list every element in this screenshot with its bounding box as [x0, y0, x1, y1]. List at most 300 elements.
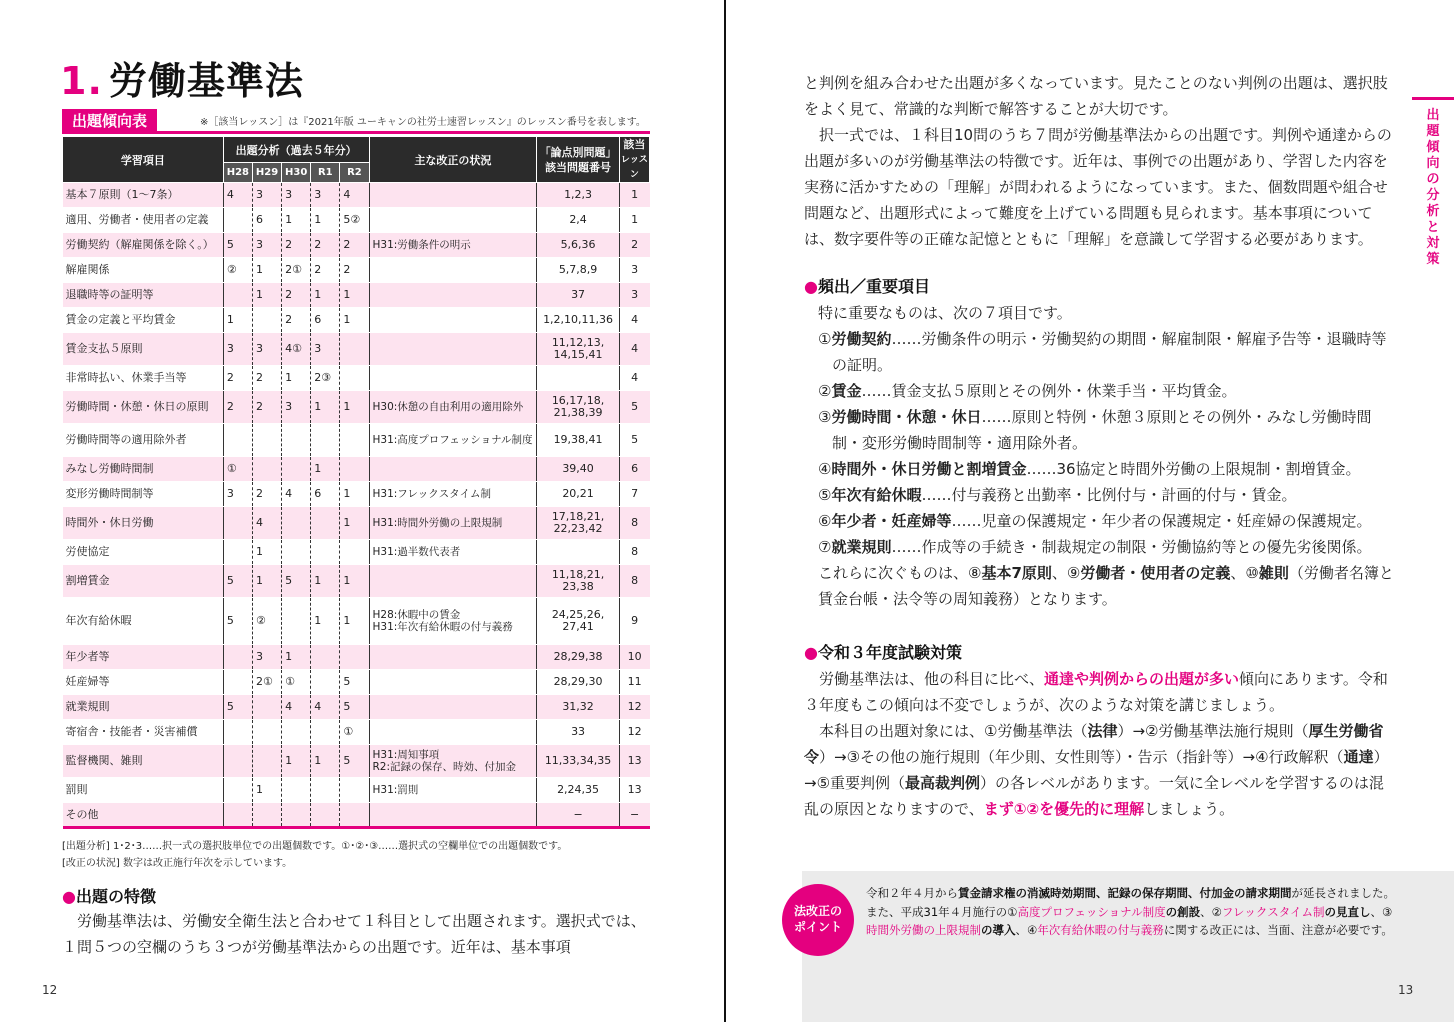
cell-revision	[369, 457, 537, 482]
cell-revision	[369, 670, 537, 695]
th-year: R2	[340, 163, 369, 183]
cell-year	[282, 540, 311, 565]
cell-question-no: 31,32	[537, 695, 619, 720]
cell-revision: H31:労働条件の明示	[369, 233, 537, 258]
measure-text: ）→②労働基準法施行規則（	[1117, 722, 1309, 740]
cell-year: 2①	[282, 258, 311, 283]
cell-year: 3	[223, 482, 252, 507]
cell-lesson: 6	[619, 457, 649, 482]
cell-year: 1	[282, 645, 311, 670]
cell-year: 5	[223, 565, 252, 598]
cell-year: 1	[311, 208, 340, 233]
cell-lesson: 4	[619, 333, 649, 366]
side-tab-text	[1412, 108, 1454, 268]
law-highlight: 時間外労働の上限規制	[866, 923, 981, 937]
trend-label: 出題傾向表	[62, 109, 157, 133]
cell-revision	[369, 283, 537, 308]
table-row	[63, 233, 650, 258]
important-item	[818, 326, 1394, 378]
trend-table	[62, 136, 650, 829]
measure-bold: 通達	[1343, 748, 1374, 766]
law-text: 、③	[1370, 904, 1393, 919]
th-year: H28	[223, 163, 252, 183]
cell-year	[252, 745, 281, 778]
cell-year: ①	[340, 720, 369, 745]
table-row	[63, 424, 650, 457]
cell-year: ①	[223, 457, 252, 482]
cell-year: 2	[252, 366, 281, 391]
cell-year	[311, 645, 340, 670]
bullet-dot-icon: ●	[804, 643, 818, 662]
cell-lesson: 8	[619, 540, 649, 565]
th-item: 学習項目	[63, 137, 224, 183]
cell-revision: H31:周知事項 R2:記録の保存、時効、付加金	[369, 745, 537, 778]
important-item-title: 時間外・休日労働と割増賃金	[831, 460, 1027, 478]
law-text: 令和２年４月から	[866, 886, 958, 900]
cell-year	[223, 670, 252, 695]
chapter-title	[60, 50, 304, 105]
cell-year	[282, 720, 311, 745]
next-text: 、⑩	[1230, 564, 1259, 582]
cell-year	[282, 778, 311, 803]
th-revision: 主な改正の状況	[369, 137, 537, 183]
cell-question-no: 11,18,21, 23,38	[537, 565, 619, 598]
cell-item: 監督機関、雑則	[63, 745, 224, 778]
cell-year	[223, 778, 252, 803]
cell-year: 2	[311, 233, 340, 258]
next-bold: 雑則	[1258, 564, 1289, 582]
table-row	[63, 720, 650, 745]
cell-lesson: 5	[619, 391, 649, 424]
cell-question-no: 33	[537, 720, 619, 745]
feature-paragraph	[62, 908, 654, 960]
cell-year: 4	[223, 183, 252, 208]
law-bold: 賃金請求権の消滅時効期間、記録の保存期間、付加金の請求期間	[958, 886, 1292, 900]
cell-question-no: 5,7,8,9	[537, 258, 619, 283]
cell-item: 基本７原則（1～7条）	[63, 183, 224, 208]
cell-lesson: −	[619, 803, 649, 828]
measure-bold: 最高裁判例	[905, 774, 981, 792]
cell-item: 適用、労働者・使用者の定義	[63, 208, 224, 233]
cell-lesson: 8	[619, 507, 649, 540]
law-text: 、④	[1015, 923, 1038, 937]
feature-heading	[62, 884, 156, 907]
cell-year: 2	[223, 391, 252, 424]
page-number-left: 12	[42, 983, 58, 997]
cell-revision	[369, 183, 537, 208]
cell-lesson: 4	[619, 366, 649, 391]
table-legend	[62, 838, 567, 872]
important-item-detail: ……労働条件の明示・労働契約の期間・解雇制限・解雇予告等・退職時等の証明。	[832, 330, 1387, 374]
cell-lesson: 10	[619, 645, 649, 670]
th-lesson-1: 該当	[623, 137, 646, 151]
table-row	[63, 565, 650, 598]
cell-year	[282, 507, 311, 540]
important-item-title: 就業規則	[831, 538, 892, 556]
measure-text: ）→③その他の施行規則（年少則、女性則等）・告示（指針等）→④行政解釈（	[819, 748, 1344, 766]
cell-question-no: 1,2,10,11,36	[537, 308, 619, 333]
table-row	[63, 695, 650, 720]
important-heading-text: 頻出／重要項目	[817, 277, 930, 296]
cell-year: 1	[340, 507, 369, 540]
cell-question-no: 28,29,38	[537, 645, 619, 670]
cell-year: 4①	[282, 333, 311, 366]
cell-year: 1	[311, 457, 340, 482]
cell-year: 2	[282, 308, 311, 333]
cell-year: 1	[252, 778, 281, 803]
cell-lesson: 8	[619, 565, 649, 598]
measure-text: ）の各レベルがあります。一気に全レベルを学習するのは混乱の原因となりますので、	[804, 774, 1384, 818]
cell-year: 6	[252, 208, 281, 233]
cell-year: 4	[340, 183, 369, 208]
cell-item: 退職時等の証明等	[63, 283, 224, 308]
cell-year	[252, 695, 281, 720]
important-item-detail: ……36協定と時間外労働の上限規制・割増賃金。	[1026, 460, 1361, 478]
cell-question-no	[537, 540, 619, 565]
cell-year: 1	[311, 745, 340, 778]
important-item	[818, 378, 1394, 404]
cell-question-no: 37	[537, 283, 619, 308]
cell-revision: H28:休暇中の賃金 H31:年次有給休暇の付与義務	[369, 598, 537, 645]
measure-text: 傾向にあります。令和３年度もこの傾向は不変でしょうが、次のような対策を講じましょう。	[804, 670, 1388, 714]
law-bold: の導入	[981, 923, 1016, 937]
cell-item: 年少者等	[63, 645, 224, 670]
table-row	[63, 391, 650, 424]
cell-revision	[369, 803, 537, 828]
important-intro: 特に重要なものは、次の７項目です。	[818, 304, 1072, 322]
side-tab-char: 向	[1426, 156, 1440, 171]
measure-paragraph-1	[804, 666, 1394, 718]
measure-heading	[804, 640, 1394, 666]
law-highlight: フレックスタイム制	[1221, 904, 1325, 919]
cell-year: 2	[252, 482, 281, 507]
cell-item: 労働時間等の適用除外者	[63, 424, 224, 457]
cell-lesson: 2	[619, 233, 649, 258]
cell-year: ①	[282, 670, 311, 695]
cell-lesson: 3	[619, 283, 649, 308]
cell-year: 1	[252, 283, 281, 308]
cell-item: 賃金の定義と平均賃金	[63, 308, 224, 333]
cell-year: 1	[252, 540, 281, 565]
side-tab-char: 対	[1426, 236, 1440, 251]
table-row	[63, 803, 650, 828]
law-revision-text	[866, 884, 1396, 940]
cell-year	[340, 645, 369, 670]
law-highlight: 高度プロフェッショナル制度	[1017, 904, 1166, 919]
trend-table-body	[63, 183, 650, 828]
law-text: 、②	[1200, 904, 1222, 919]
cell-lesson: 1	[619, 208, 649, 233]
cell-year: 1	[311, 283, 340, 308]
table-row	[63, 745, 650, 778]
law-badge-line-2: ポイント	[793, 920, 842, 934]
law-text: が延長されました。また、平成31年４月施行の①	[866, 886, 1395, 919]
cell-revision	[369, 645, 537, 670]
cell-item: 年次有給休暇	[63, 598, 224, 645]
important-item	[818, 482, 1394, 508]
cell-year	[223, 540, 252, 565]
cell-year	[223, 645, 252, 670]
cell-revision	[369, 258, 537, 283]
cell-year: 6	[311, 308, 340, 333]
measure-text: ）→⑤重要判例（	[804, 748, 1389, 792]
table-row	[63, 308, 650, 333]
cell-year	[252, 803, 281, 828]
table-row	[63, 598, 650, 645]
table-row	[63, 778, 650, 803]
cell-year	[252, 720, 281, 745]
cell-year: ②	[223, 258, 252, 283]
important-heading	[804, 274, 1394, 300]
important-item-number: ⑥	[818, 512, 832, 530]
cell-year: 5	[223, 233, 252, 258]
cell-year: 5	[223, 695, 252, 720]
cell-year: 2	[282, 283, 311, 308]
cell-revision: H30:休憩の自由利用の適用除外	[369, 391, 537, 424]
th-analysis: 出題分析（過去５年分）	[223, 137, 369, 163]
important-item-detail: ……児童の保護規定・年少者の保護規定・妊産婦の保護規定。	[951, 512, 1372, 530]
important-item-number: ⑤	[818, 486, 832, 504]
cell-question-no: 2,24,35	[537, 778, 619, 803]
cell-year: 1	[223, 308, 252, 333]
cell-year: 5②	[340, 208, 369, 233]
cell-revision: H31:過半数代表者	[369, 540, 537, 565]
cell-year	[340, 778, 369, 803]
cell-question-no: −	[537, 803, 619, 828]
cell-revision	[369, 208, 537, 233]
important-item-title: 労働時間・休憩・休日	[831, 408, 982, 426]
table-row	[63, 208, 650, 233]
law-revision-badge	[782, 884, 854, 956]
cell-item: みなし労働時間制	[63, 457, 224, 482]
important-item-title: 労働契約	[831, 330, 892, 348]
trend-note: ※［該当レッスン］は『2021年版 ユーキャンの社労士速習レッスン』のレッスン番号を表します。	[200, 117, 646, 128]
measure-bold: 法律	[1087, 722, 1118, 740]
cell-year: 5	[340, 745, 369, 778]
cell-year: ②	[252, 598, 281, 645]
cell-question-no: 1,2,3	[537, 183, 619, 208]
important-section	[804, 274, 1394, 612]
chapter-title-text: 労働基準法	[108, 59, 304, 103]
cell-item: 解雇関係	[63, 258, 224, 283]
cell-item: その他	[63, 803, 224, 828]
important-item	[818, 508, 1394, 534]
cell-lesson: 12	[619, 720, 649, 745]
cell-year	[223, 507, 252, 540]
table-row	[63, 540, 650, 565]
cell-item: 変形労働時間制等	[63, 482, 224, 507]
th-year: R1	[311, 163, 340, 183]
legend-revision: [改正の状況] 数字は改正施行年次を示しています。	[62, 858, 293, 869]
table-row	[63, 283, 650, 308]
cell-year	[282, 598, 311, 645]
cell-year: 2	[311, 258, 340, 283]
cell-year	[311, 507, 340, 540]
cell-lesson: 13	[619, 745, 649, 778]
cell-year: 5	[340, 695, 369, 720]
next-items	[804, 560, 1394, 612]
important-item-number: ②	[818, 382, 832, 400]
law-bold: の見直し	[1324, 904, 1371, 919]
cell-year: 6	[311, 482, 340, 507]
side-tab-char: と	[1426, 220, 1440, 235]
table-row	[63, 183, 650, 208]
cell-year: 3	[252, 645, 281, 670]
cell-year	[311, 424, 340, 457]
cell-question-no: 5,6,36	[537, 233, 619, 258]
cell-year	[252, 308, 281, 333]
cell-year: 1	[282, 208, 311, 233]
measure-highlight: まず①②を優先的に理解	[983, 800, 1145, 818]
cell-year: 2③	[311, 366, 340, 391]
cell-year: 3	[282, 183, 311, 208]
cell-question-no: 19,38,41	[537, 424, 619, 457]
next-text: 、⑨	[1051, 564, 1081, 582]
side-tab-char: 出	[1426, 108, 1440, 123]
cell-year	[282, 424, 311, 457]
cell-item: 労働時間・休憩・休日の原則	[63, 391, 224, 424]
cell-question-no: 24,25,26, 27,41	[537, 598, 619, 645]
cell-year: 4	[282, 482, 311, 507]
right-body	[804, 70, 1394, 822]
measure-section	[804, 640, 1394, 822]
important-item-title: 賃金	[831, 382, 862, 400]
important-item-detail: ……賃金支払５原則とその例外・休業手当・平均賃金。	[861, 382, 1237, 400]
cell-revision: H31:罰則	[369, 778, 537, 803]
table-row	[63, 670, 650, 695]
measure-text: しましょう。	[1144, 800, 1235, 818]
cell-year: 3	[223, 333, 252, 366]
next-text: （労働者名簿と賃金台帳・法令等の周知義務）となります。	[818, 564, 1394, 608]
next-text: これらに次ぐものは、⑧	[818, 564, 982, 582]
law-highlight: 年次有給休暇の付与義務	[1037, 923, 1164, 937]
cell-year	[252, 457, 281, 482]
law-bold: の創設	[1165, 904, 1201, 919]
cell-year: 4	[282, 695, 311, 720]
cell-lesson: 4	[619, 308, 649, 333]
table-row	[63, 366, 650, 391]
cell-year	[311, 720, 340, 745]
cell-year: 2	[252, 391, 281, 424]
important-item-detail: ……作成等の手続き・制裁規定の制限・労働協約等との優先劣後関係。	[891, 538, 1372, 556]
important-item-number: ③	[818, 408, 832, 426]
cell-question-no: 39,40	[537, 457, 619, 482]
cell-lesson: 5	[619, 424, 649, 457]
cell-question-no: 17,18,21, 22,23,42	[537, 507, 619, 540]
law-text: に関する改正には、当面、注意が必要です。	[1163, 923, 1393, 937]
th-question-no-2: 該当問題番号	[545, 160, 612, 174]
cell-question-no: 2,4	[537, 208, 619, 233]
cell-lesson: 13	[619, 778, 649, 803]
cell-year	[311, 803, 340, 828]
cell-year	[223, 424, 252, 457]
measure-heading-text: 令和３年度試験対策	[817, 643, 962, 662]
cell-year: 2	[340, 233, 369, 258]
cell-year: 1	[282, 366, 311, 391]
right-page	[728, 0, 1454, 1022]
cell-year: 5	[223, 598, 252, 645]
cell-year: 1	[311, 391, 340, 424]
cell-year	[223, 208, 252, 233]
cell-question-no: 11,12,13, 14,15,41	[537, 333, 619, 366]
paragraph-1: と判例を組み合わせた出題が多くなっています。見たことのない判例の出題は、選択肢をよく見て、常識的な判断で解答することが大切です。	[804, 74, 1388, 118]
cell-revision	[369, 308, 537, 333]
cell-year	[223, 745, 252, 778]
important-item-title: 年少者・妊産婦等	[831, 512, 952, 530]
side-tab-char: の	[1426, 172, 1440, 187]
side-tab-char: 析	[1426, 204, 1440, 219]
cell-lesson: 9	[619, 598, 649, 645]
cell-year: 1	[340, 283, 369, 308]
cell-revision	[369, 720, 537, 745]
table-row	[63, 457, 650, 482]
cell-year: 5	[340, 670, 369, 695]
important-item-detail: ……付与義務と出勤率・比例付与・計画的付与・賃金。	[921, 486, 1297, 504]
table-row	[63, 333, 650, 366]
measure-text: 労働基準法は、他の科目に比べ、	[819, 670, 1045, 688]
feature-heading-text: 出題の特徴	[75, 887, 156, 906]
important-item-number: ④	[818, 460, 832, 478]
cell-year: 1	[340, 482, 369, 507]
cell-year: 3	[252, 333, 281, 366]
cell-lesson: 12	[619, 695, 649, 720]
cell-year: 1	[340, 565, 369, 598]
table-row	[63, 645, 650, 670]
cell-year	[252, 424, 281, 457]
important-item	[818, 456, 1394, 482]
measure-bold: 厚生労働省令	[804, 722, 1384, 766]
cell-item: 就業規則	[63, 695, 224, 720]
cell-revision: H31:高度プロフェッショナル制度	[369, 424, 537, 457]
important-item	[818, 404, 1394, 456]
cell-year	[340, 366, 369, 391]
th-question-no-1: 「論点別問題」	[539, 145, 617, 159]
cell-lesson: 7	[619, 482, 649, 507]
cell-revision: H31:フレックスタイム制	[369, 482, 537, 507]
cell-year: 1	[252, 565, 281, 598]
cell-year	[223, 803, 252, 828]
th-lesson	[619, 137, 649, 183]
cell-year	[311, 778, 340, 803]
cell-year: 4	[252, 507, 281, 540]
cell-year	[311, 540, 340, 565]
paragraph-2: 択一式では、１科目10問のうち７問が労働基準法からの出題です。判例や通達からの出題が多いのが労働基準法の特徴です。近年は、事例での出題があり、学習した内容を実務に活かすための「理解」が問われるようになっています。また、個数問題や組合せ問題など、出題形式によって難度を上げている問題も見られます。基本事項については、数字要件等の正確な記憶とともに「理解」を意識して学習する必要があります。	[804, 126, 1392, 248]
cell-year: 2	[340, 258, 369, 283]
cell-year: 3	[311, 183, 340, 208]
cell-year: 1	[252, 258, 281, 283]
cell-year	[311, 670, 340, 695]
cell-year	[340, 457, 369, 482]
table-row	[63, 258, 650, 283]
cell-item: 割増賃金	[63, 565, 224, 598]
cell-item: 罰則	[63, 778, 224, 803]
cell-item: 寄宿舎・技能者・災害補償	[63, 720, 224, 745]
table-row	[63, 507, 650, 540]
cell-year: 4	[311, 695, 340, 720]
chapter-number: 1.	[60, 59, 103, 103]
measure-highlight: 通達や判例からの出題が多い	[1044, 670, 1240, 688]
cell-lesson: 11	[619, 670, 649, 695]
cell-item: 非常時払い、休業手当等	[63, 366, 224, 391]
cell-year	[340, 333, 369, 366]
cell-year	[282, 803, 311, 828]
important-item-number: ①	[818, 330, 832, 348]
cell-item: 時間外・休日労働	[63, 507, 224, 540]
important-item-detail: ……原則と特例・休憩３原則とその例外・みなし労働時間制・変形労働時間制等・適用除外者。	[832, 408, 1372, 452]
trend-header	[62, 109, 650, 133]
cell-year: 1	[340, 391, 369, 424]
cell-item: 妊産婦等	[63, 670, 224, 695]
